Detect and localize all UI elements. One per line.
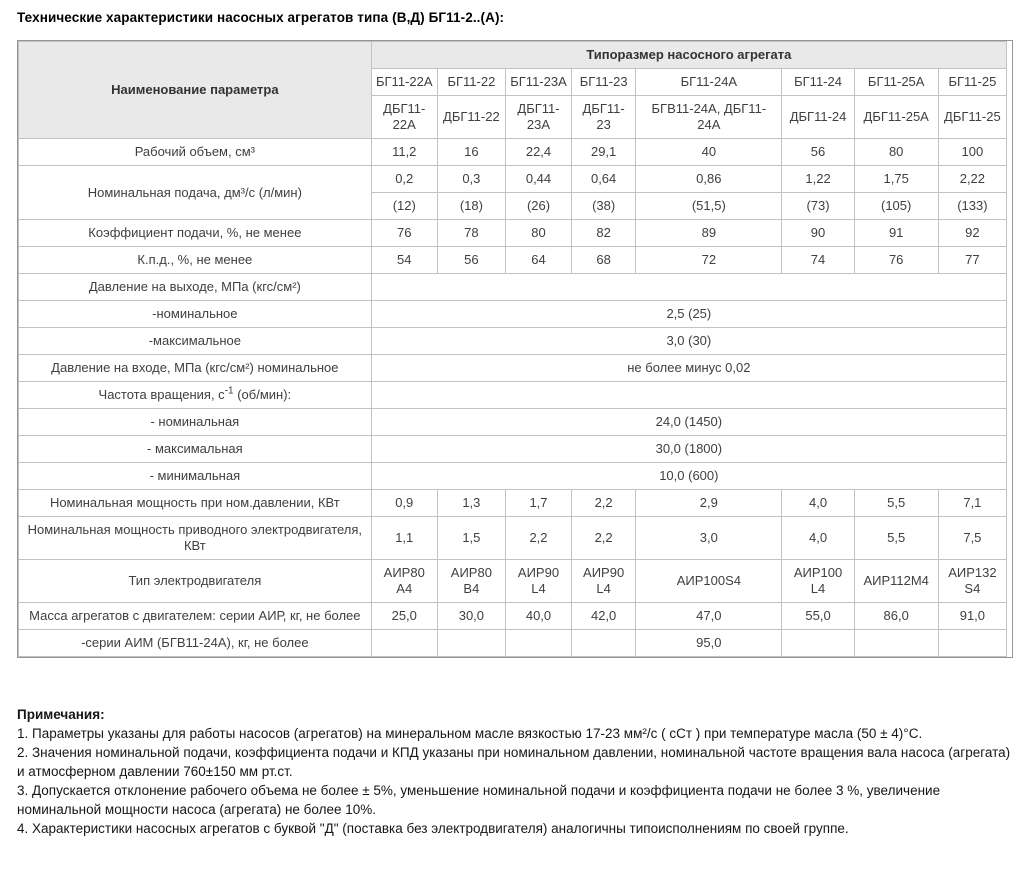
- type-cell-secondary: ДБГ11-24: [782, 96, 854, 139]
- value-cell: 0,9: [371, 490, 437, 517]
- table-row: [19, 247, 1007, 274]
- param-label: Тип электродвигателя: [19, 560, 372, 603]
- value-cell: 80: [505, 220, 571, 247]
- type-cell-primary: БГ11-25А: [854, 69, 938, 96]
- value-cell: 5,5: [854, 490, 938, 517]
- value-cell: 22,4: [505, 139, 571, 166]
- param-column-header: Наименование параметра: [19, 42, 372, 139]
- value-cell: 1,5: [437, 517, 505, 560]
- value-cell: АИР90 L4: [505, 560, 571, 603]
- param-label: -номинальное: [19, 301, 372, 328]
- param-label: -максимальное: [19, 328, 372, 355]
- value-cell: 0,86: [636, 166, 782, 193]
- value-cell: 76: [371, 220, 437, 247]
- value-cell: 1,3: [437, 490, 505, 517]
- type-cell-primary: БГ11-24: [782, 69, 854, 96]
- param-label: К.п.д., %, не менее: [19, 247, 372, 274]
- param-label-part: Частота вращения, с: [98, 387, 225, 402]
- merged-value-cell: 24,0 (1450): [371, 409, 1006, 436]
- value-cell: (133): [938, 193, 1006, 220]
- table-header-row: [19, 42, 1007, 69]
- value-cell: 0,64: [572, 166, 636, 193]
- value-cell: 42,0: [572, 603, 636, 630]
- value-cell: [938, 630, 1006, 657]
- note-item: 4. Характеристики насосных агрегатов с буквой "Д" (поставка без электродвигателя) аналогичны типоисполнениям по своей группе.: [17, 821, 849, 836]
- value-cell: 90: [782, 220, 854, 247]
- value-cell: 0,3: [437, 166, 505, 193]
- param-label: Давление на выходе, МПа (кгс/см²): [19, 274, 372, 301]
- value-cell: 82: [572, 220, 636, 247]
- table-row: [19, 463, 1007, 490]
- value-cell: 54: [371, 247, 437, 274]
- param-label: Давление на входе, МПа (кгс/см²) номинальное: [19, 355, 372, 382]
- param-label: Масса агрегатов с двигателем: серии АИР, кг, не более: [19, 603, 372, 630]
- value-cell: 56: [782, 139, 854, 166]
- table-row: [19, 517, 1007, 560]
- param-label: Коэффициент подачи, %, не менее: [19, 220, 372, 247]
- value-cell: АИР100 L4: [782, 560, 854, 603]
- param-label-part: -1: [224, 385, 234, 397]
- table-row: [19, 409, 1007, 436]
- page-title: Технические характеристики насосных агрегатов типа (В,Д) БГ11-2..(А):: [17, 10, 505, 25]
- value-cell: 40,0: [505, 603, 571, 630]
- type-cell-primary: БГ11-22А: [371, 69, 437, 96]
- value-cell: 68: [572, 247, 636, 274]
- type-cell-secondary: ДБГ11-23А: [505, 96, 571, 139]
- table-row: [19, 382, 1007, 409]
- value-cell: 78: [437, 220, 505, 247]
- value-cell: 40: [636, 139, 782, 166]
- table-row: [19, 490, 1007, 517]
- value-cell: АИР132 S4: [938, 560, 1006, 603]
- value-cell: 80: [854, 139, 938, 166]
- type-cell-secondary: ДБГ11-23: [572, 96, 636, 139]
- param-label: - максимальная: [19, 436, 372, 463]
- type-cell-secondary: БГВ11-24А, ДБГ11-24А: [636, 96, 782, 139]
- value-cell: 47,0: [636, 603, 782, 630]
- value-cell: (38): [572, 193, 636, 220]
- merged-value-cell: не более минус 0,02: [371, 355, 1006, 382]
- type-cell-primary: БГ11-25: [938, 69, 1006, 96]
- specs-table: [18, 41, 1007, 657]
- value-cell: 1,75: [854, 166, 938, 193]
- value-cell: 100: [938, 139, 1006, 166]
- value-cell: [505, 630, 571, 657]
- table-row: [19, 630, 1007, 657]
- notes-section: [17, 705, 1014, 838]
- type-cell-primary: БГ11-24А: [636, 69, 782, 96]
- value-cell: 77: [938, 247, 1006, 274]
- table-row: [19, 301, 1007, 328]
- value-cell: 30,0: [437, 603, 505, 630]
- value-cell: АИР80 В4: [437, 560, 505, 603]
- merged-value-cell: 10,0 (600): [371, 463, 1006, 490]
- value-cell: 92: [938, 220, 1006, 247]
- value-cell: 91: [854, 220, 938, 247]
- value-cell: 1,1: [371, 517, 437, 560]
- table-row: [19, 436, 1007, 463]
- value-cell: 91,0: [938, 603, 1006, 630]
- type-cell-secondary: ДБГ11-25А: [854, 96, 938, 139]
- value-cell: 95,0: [636, 630, 782, 657]
- merged-value-cell: 30,0 (1800): [371, 436, 1006, 463]
- type-cell-secondary: ДБГ11-22А: [371, 96, 437, 139]
- value-cell: 2,9: [636, 490, 782, 517]
- note-item: 1. Параметры указаны для работы насосов (агрегатов) на минеральном масле вязкостью 17-23 мм²/с ( сСт ) при температуре масла (50 ± 4)°С.: [17, 726, 923, 741]
- param-label: Номинальная мощность при ном.давлении, КВт: [19, 490, 372, 517]
- value-cell: 7,1: [938, 490, 1006, 517]
- note-item: 3. Допускается отклонение рабочего объема не более ± 5%, уменьшение номинальной подачи и коэффициента подачи не более 3 %, увеличение номинальной мощности насоса (агрегата) не более 10%.: [17, 783, 941, 817]
- value-cell: [371, 630, 437, 657]
- table-row: [19, 274, 1007, 301]
- value-cell: 2,22: [938, 166, 1006, 193]
- specs-table-frame: [17, 40, 1013, 658]
- table-row: [19, 355, 1007, 382]
- merged-value-cell: [371, 382, 1006, 409]
- value-cell: 56: [437, 247, 505, 274]
- value-cell: 64: [505, 247, 571, 274]
- value-cell: 7,5: [938, 517, 1006, 560]
- value-cell: АИР112М4: [854, 560, 938, 603]
- value-cell: 74: [782, 247, 854, 274]
- value-cell: АИР80 А4: [371, 560, 437, 603]
- value-cell: (105): [854, 193, 938, 220]
- value-cell: 55,0: [782, 603, 854, 630]
- param-label: Номинальная подача, дм³/с (л/мин): [19, 166, 372, 220]
- value-cell: АИР90 L4: [572, 560, 636, 603]
- param-label: - номинальная: [19, 409, 372, 436]
- value-cell: 0,44: [505, 166, 571, 193]
- table-row: [19, 328, 1007, 355]
- value-cell: 11,2: [371, 139, 437, 166]
- param-label-part: (об/мин):: [233, 387, 292, 402]
- value-cell: 4,0: [782, 517, 854, 560]
- value-cell: [782, 630, 854, 657]
- value-cell: 2,2: [572, 517, 636, 560]
- value-cell: 2,2: [505, 517, 571, 560]
- value-cell: 1,22: [782, 166, 854, 193]
- value-cell: (26): [505, 193, 571, 220]
- merged-value-cell: [371, 274, 1006, 301]
- table-row: [19, 139, 1007, 166]
- type-cell-primary: БГ11-23А: [505, 69, 571, 96]
- notes-heading: Примечания:: [17, 707, 105, 722]
- param-label: Номинальная мощность приводного электродвигателя, КВт: [19, 517, 372, 560]
- type-cell-primary: БГ11-22: [437, 69, 505, 96]
- value-cell: (51,5): [636, 193, 782, 220]
- value-cell: 4,0: [782, 490, 854, 517]
- merged-value-cell: 3,0 (30): [371, 328, 1006, 355]
- value-cell: 72: [636, 247, 782, 274]
- value-cell: (18): [437, 193, 505, 220]
- value-cell: (12): [371, 193, 437, 220]
- merged-value-cell: 2,5 (25): [371, 301, 1006, 328]
- value-cell: 16: [437, 139, 505, 166]
- param-label: -серии АИМ (БГВ11-24А), кг, не более: [19, 630, 372, 657]
- value-cell: 25,0: [371, 603, 437, 630]
- table-row: [19, 220, 1007, 247]
- value-cell: 1,7: [505, 490, 571, 517]
- value-cell: (73): [782, 193, 854, 220]
- param-label: Рабочий объем, см³: [19, 139, 372, 166]
- type-cell-primary: БГ11-23: [572, 69, 636, 96]
- param-label: - минимальная: [19, 463, 372, 490]
- type-cell-secondary: ДБГ11-22: [437, 96, 505, 139]
- value-cell: 5,5: [854, 517, 938, 560]
- value-cell: АИР100S4: [636, 560, 782, 603]
- type-cell-secondary: ДБГ11-25: [938, 96, 1006, 139]
- value-cell: [437, 630, 505, 657]
- value-cell: 89: [636, 220, 782, 247]
- table-row: [19, 603, 1007, 630]
- value-cell: 76: [854, 247, 938, 274]
- param-label: [19, 382, 372, 409]
- note-item: 2. Значения номинальной подачи, коэффициента подачи и КПД указаны при номинальном давлении, номинальной частоте вращения вала насоса (агрегата) и атмосферном давлении 760±150 мм рт.ст.: [17, 745, 1011, 779]
- value-cell: 86,0: [854, 603, 938, 630]
- value-cell: 2,2: [572, 490, 636, 517]
- value-cell: 3,0: [636, 517, 782, 560]
- value-cell: [854, 630, 938, 657]
- group-header: Типоразмер насосного агрегата: [371, 42, 1006, 69]
- table-row: [19, 560, 1007, 603]
- value-cell: 29,1: [572, 139, 636, 166]
- value-cell: 0,2: [371, 166, 437, 193]
- notes-list: [17, 724, 1014, 838]
- value-cell: [572, 630, 636, 657]
- table-row: [19, 166, 1007, 193]
